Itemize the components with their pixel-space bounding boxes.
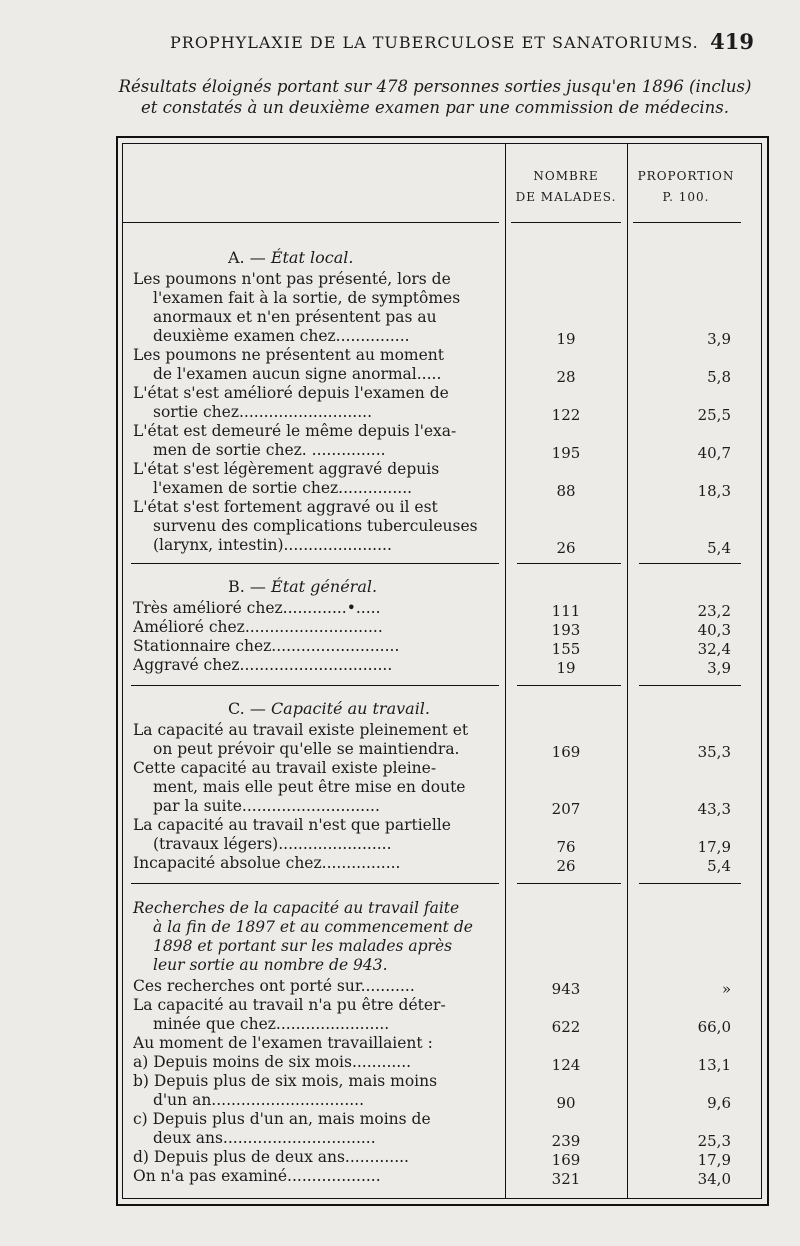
count-cell: 169: [551, 743, 581, 761]
count-cell: 122: [551, 406, 581, 424]
caption-line-2: et constatés à un deuxième examen par une commission de médecins.: [141, 98, 729, 117]
proportion-cell: 3,9: [707, 330, 731, 348]
count-cell: 88: [556, 482, 576, 500]
count-cell: 321: [551, 1170, 581, 1188]
count-cell: 943: [551, 980, 581, 998]
intro-line: leur sortie au nombre de 943.: [153, 956, 388, 974]
count-cell: 195: [551, 444, 581, 462]
col-header-nombre-l2: DE MALADES.: [515, 190, 617, 204]
row-label-line: Stationnaire chez..........................: [133, 637, 400, 655]
row-label-line: de l'examen aucun signe anormal.....: [153, 365, 442, 383]
row-label-line: on peut prévoir qu'elle se maintiendra.: [153, 740, 460, 758]
section-rule: [639, 563, 741, 564]
row-label-line: survenu des complications tuberculeuses: [153, 517, 478, 535]
row-label-line: L'état s'est fortement aggravé ou il est: [133, 498, 438, 516]
row-label-line: Aggravé chez...............................: [133, 656, 393, 674]
row-label-line: l'examen fait à la sortie, de symptômes: [153, 289, 461, 307]
row-label-line: d) Depuis plus de deux ans.............: [133, 1148, 409, 1166]
row-label-line: (larynx, intestin)......................: [153, 536, 392, 554]
proportion-cell: 40,7: [697, 444, 731, 462]
section-name: État général.: [271, 577, 378, 596]
column-rule-2: [627, 144, 628, 1198]
section-rule: [131, 685, 499, 686]
page-number: 419: [710, 29, 754, 54]
section-rule: [639, 685, 741, 686]
row-label-line: Ces recherches ont porté sur...........: [133, 977, 415, 995]
row-label-line: Amélioré chez............................: [133, 618, 383, 636]
count-cell: 155: [551, 640, 581, 658]
row-label-line: Incapacité absolue chez................: [133, 854, 401, 872]
running-head-title: PROPHYLAXIE DE LA TUBERCULOSE ET SANATORIUMS.: [170, 33, 699, 52]
count-cell: 19: [556, 659, 576, 677]
results-table: [116, 136, 769, 1206]
row-label-line: par la suite............................: [153, 797, 380, 815]
section-name: Capacité au travail.: [270, 699, 431, 718]
proportion-cell: 34,0: [697, 1170, 731, 1188]
section-rule: [517, 883, 621, 884]
count-cell: 28: [556, 368, 576, 386]
row-label-line: b) Depuis plus de six mois, mais moins: [133, 1072, 438, 1090]
row-label-line: On n'a pas examiné...................: [133, 1167, 381, 1185]
running-head: [170, 29, 760, 54]
count-cell: 193: [551, 621, 581, 639]
proportion-cell: 9,6: [707, 1094, 731, 1112]
count-cell: 207: [551, 800, 581, 818]
section-name: État local.: [270, 248, 354, 267]
count-cell: 169: [551, 1151, 581, 1169]
row-label-line: Les poumons ne présentent au moment: [133, 346, 444, 364]
count-cell: 19: [556, 330, 576, 348]
section-title: [228, 248, 353, 267]
caption-line-1: Résultats éloignés portant sur 478 personnes sorties jusqu'en 1896 (inclus): [118, 77, 752, 96]
row-label-line: ment, mais elle peut être mise en doute: [153, 778, 466, 796]
row-label-line: L'état est demeuré le même depuis l'exa-: [133, 422, 457, 440]
section-title: [228, 577, 377, 596]
header-rule-right: [633, 222, 741, 223]
proportion-cell: 18,3: [697, 482, 731, 500]
count-cell: 26: [556, 539, 576, 557]
count-cell: 124: [551, 1056, 581, 1074]
proportion-cell: 40,3: [697, 621, 731, 639]
proportion-cell: 17,9: [697, 1151, 731, 1169]
row-label-line: Cette capacité au travail existe pleine-: [133, 759, 437, 777]
section-rule: [131, 563, 499, 564]
proportion-cell: 32,4: [697, 640, 731, 658]
row-label-line: sortie chez...........................: [153, 403, 373, 421]
col-header-nombre-l1: NOMBRE: [533, 169, 599, 183]
proportion-cell: 17,9: [697, 838, 731, 856]
row-label-line: L'état s'est légèrement aggravé depuis: [133, 460, 440, 478]
proportion-cell: 5,8: [707, 368, 731, 386]
count-cell: 622: [551, 1018, 581, 1036]
row-label-line: (travaux légers).......................: [153, 835, 392, 853]
row-label-line: La capacité au travail existe pleinement et: [133, 721, 469, 739]
proportion-cell: 3,9: [707, 659, 731, 677]
count-cell: 239: [551, 1132, 581, 1150]
proportion-cell: 5,4: [707, 857, 731, 875]
col-header-proportion: [627, 166, 745, 208]
table-caption: [110, 76, 760, 118]
row-label-line: Les poumons n'ont pas présenté, lors de: [133, 270, 451, 288]
results-table-inner: [122, 143, 762, 1199]
row-label-line: d'un an...............................: [153, 1091, 365, 1109]
col-header-proportion-l1: PROPORTION: [637, 169, 735, 183]
count-cell: 26: [556, 857, 576, 875]
header-rule-mid: [511, 222, 621, 223]
col-header-nombre: [505, 166, 627, 208]
count-cell: 111: [551, 602, 581, 620]
proportion-cell: 66,0: [697, 1018, 731, 1036]
intro-line: 1898 et portant sur les malades après: [153, 937, 453, 955]
section-letter: C. —: [228, 699, 271, 718]
row-label-line: c) Depuis plus d'un an, mais moins de: [133, 1110, 431, 1128]
section-rule: [639, 883, 741, 884]
row-label-line: anormaux et n'en présentent pas au: [153, 308, 437, 326]
proportion-cell: 13,1: [697, 1056, 731, 1074]
row-label-line: deux ans...............................: [153, 1129, 376, 1147]
section-rule: [517, 563, 621, 564]
intro-line: Recherches de la capacité au travail faite: [133, 899, 460, 917]
row-label-line: L'état s'est amélioré depuis l'examen de: [133, 384, 449, 402]
section-title: [228, 699, 430, 718]
proportion-cell: 25,5: [697, 406, 731, 424]
row-label-line: l'examen de sortie chez...............: [153, 479, 413, 497]
row-label-line: a) Depuis moins de six mois............: [133, 1053, 412, 1071]
proportion-cell: »: [721, 980, 731, 998]
row-label-line: La capacité au travail n'est que partielle: [133, 816, 451, 834]
count-cell: 90: [556, 1094, 576, 1112]
section-letter: A. —: [228, 248, 271, 267]
header-rule-left: [123, 222, 499, 223]
row-label-line: deuxième examen chez...............: [153, 327, 410, 345]
proportion-cell: 25,3: [697, 1132, 731, 1150]
row-label-line: La capacité au travail n'a pu être déter-: [133, 996, 446, 1014]
proportion-cell: 23,2: [697, 602, 731, 620]
col-header-proportion-l2: P. 100.: [662, 190, 710, 204]
section-rule: [131, 883, 499, 884]
intro-line: à la fin de 1897 et au commencement de: [153, 918, 473, 936]
proportion-cell: 43,3: [697, 800, 731, 818]
proportion-cell: 5,4: [707, 539, 731, 557]
row-label-line: Très amélioré chez.............•.....: [133, 599, 381, 617]
row-label-line: Au moment de l'examen travaillaient :: [133, 1034, 433, 1052]
section-letter: B. —: [228, 577, 272, 596]
count-cell: 76: [556, 838, 576, 856]
row-label-line: men de sortie chez. ...............: [153, 441, 386, 459]
proportion-cell: 35,3: [697, 743, 731, 761]
row-label-line: minée que chez.......................: [153, 1015, 390, 1033]
section-rule: [517, 685, 621, 686]
